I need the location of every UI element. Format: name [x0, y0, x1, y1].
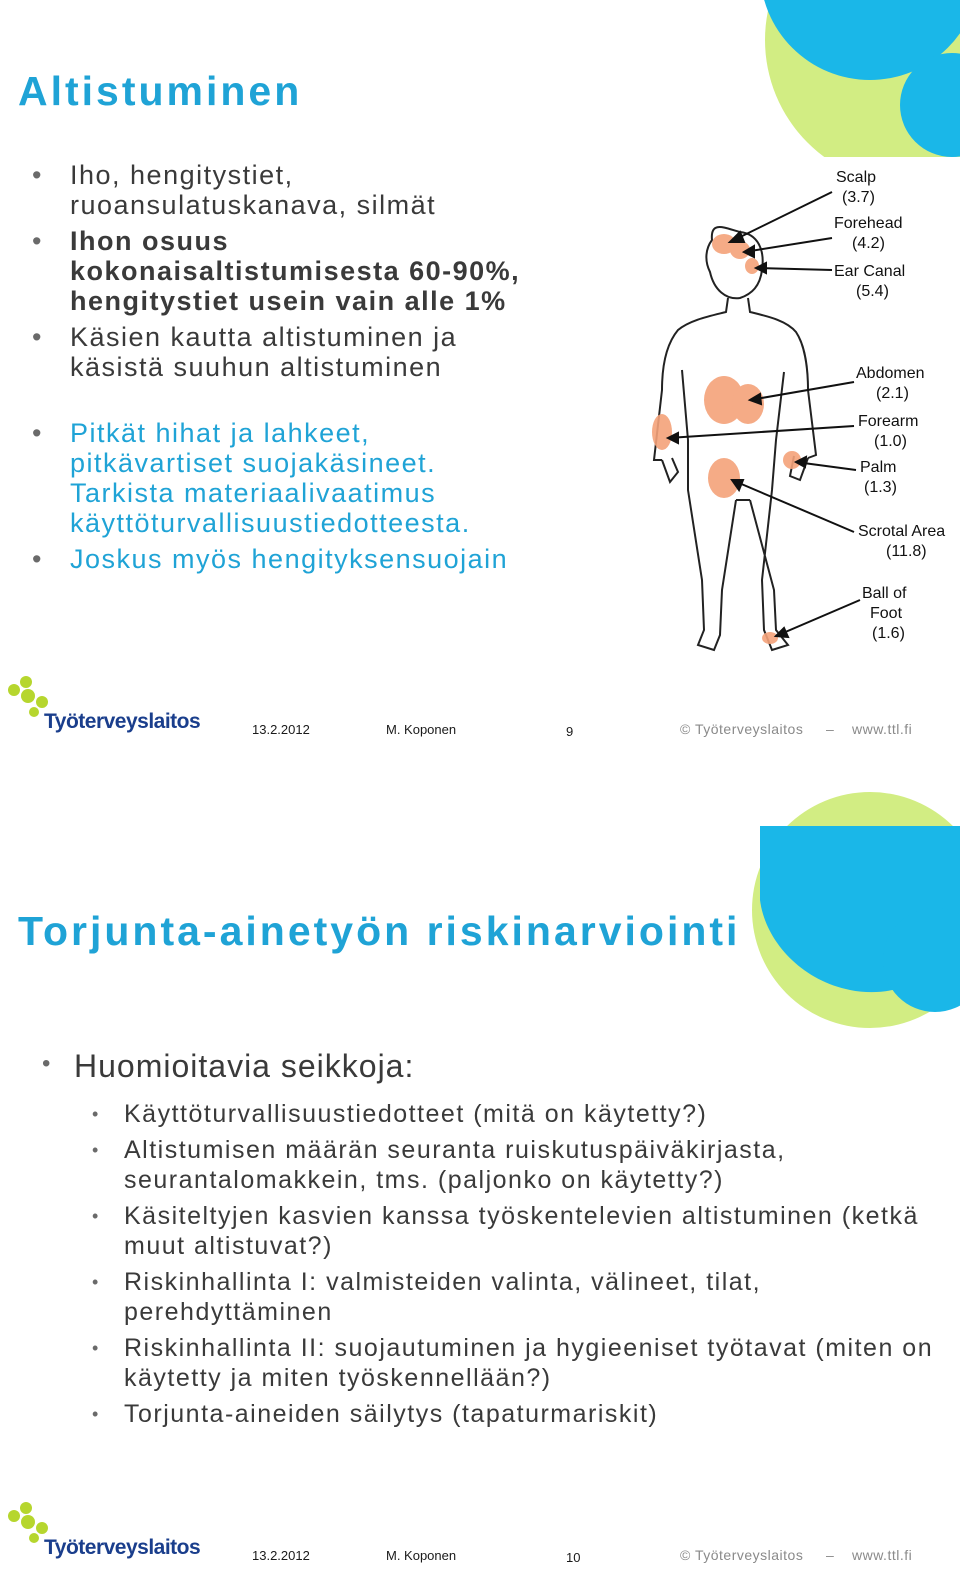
label-scrotal-area: Scrotal Area: [858, 523, 946, 540]
value-forehead: (4.2): [852, 235, 885, 252]
bullet-list: [74, 1048, 934, 1435]
slide-footer: [0, 1498, 960, 1565]
slide-footer: [0, 672, 960, 739]
ttl-logo: [4, 1498, 201, 1559]
footer-url-link[interactable]: www.ttl.fi: [852, 721, 913, 737]
footer-copyright: © Työterveyslaitos: [680, 1547, 804, 1563]
slide-altistuminen: [0, 0, 960, 760]
value-scalp: (3.7): [842, 189, 875, 206]
label-foot: Foot: [870, 605, 903, 622]
sub-bullet-item: • Riskinhallinta I: valmisteiden valinta, välineet, tilat, perehdyttäminen: [124, 1267, 934, 1327]
bullet-item: • Käsien kautta altistuminen ja käsistä suuhun altistuminen: [70, 322, 530, 382]
page-number: 9: [566, 724, 574, 739]
slide-riskinarviointi: [0, 790, 960, 1572]
sub-bullet-item: • Käsiteltyjen kasvien kanssa työskentelevien altistuminen (ketkä muut altistuvat?): [124, 1201, 934, 1261]
footer-author: M. Koponen: [386, 722, 457, 737]
value-palm: (1.3): [864, 479, 897, 496]
bullet-item: • Joskus myös hengityksensuojain: [70, 544, 530, 574]
label-abdomen: Abdomen: [856, 365, 925, 382]
section-heading: • Huomioitavia seikkoja:: [74, 1048, 934, 1085]
sub-bullet-item: • Altistumisen määrän seuranta ruiskutuspäiväkirjasta, seurantalomakkein, tms. (paljonko on käytetty?): [124, 1135, 934, 1195]
footer-url-link[interactable]: www.ttl.fi: [852, 1547, 913, 1563]
footer-dash: –: [826, 721, 834, 737]
footer-author: M. Koponen: [386, 1548, 457, 1563]
value-ear-canal: (5.4): [856, 283, 889, 300]
sub-bullet-item: • Riskinhallinta II: suojautuminen ja hygieeniset työtavat (miten on käytetty ja miten työskennellään?): [124, 1333, 934, 1393]
value-forearm: (1.0): [874, 433, 907, 450]
bullet-list: [70, 160, 530, 580]
bullet-item: • Iho, hengitystiet, ruoansulatuskanava, silmät: [70, 160, 530, 220]
bullet-item: • Pitkät hihat ja lahkeet, pitkävartiset suojakäsineet. Tarkista materiaalivaatimus käyttöturvallisuustiedotteesta.: [70, 418, 530, 538]
label-forehead: Forehead: [834, 215, 903, 232]
footer-date: 13.2.2012: [252, 722, 310, 737]
value-scrotal-area: (11.8): [886, 543, 927, 560]
sub-bullet-item: • Torjunta-aineiden säilytys (tapaturmariskit): [124, 1399, 934, 1429]
value-foot: (1.6): [872, 625, 905, 642]
logo-text: Työterveyslaitos: [44, 710, 201, 733]
body-absorption-figure: [640, 160, 960, 680]
sub-bullet-list: [124, 1099, 934, 1429]
page-number: 10: [566, 1550, 581, 1565]
figure-labels: [834, 169, 945, 642]
label-ear-canal: Ear Canal: [834, 263, 906, 280]
footer-dash: –: [826, 1547, 834, 1563]
logo-text: Työterveyslaitos: [44, 1536, 201, 1559]
value-abdomen: (2.1): [876, 385, 909, 402]
footer-copyright: © Työterveyslaitos: [680, 721, 804, 737]
decorative-circles: [720, 790, 960, 1030]
sub-bullet-item: • Käyttöturvallisuustiedotteet (mitä on käytetty?): [124, 1099, 934, 1129]
label-ball-of: Ball of: [862, 585, 907, 602]
bullet-item: • Ihon osuus kokonaisaltistumisesta 60-90%, hengitystiet usein vain alle 1%: [70, 226, 530, 316]
slide-title: Altistuminen: [18, 68, 303, 114]
label-scalp: Scalp: [836, 169, 877, 186]
footer-date: 13.2.2012: [252, 1548, 310, 1563]
decorative-circles: [720, 0, 960, 160]
slide-title: Torjunta-ainetyön riskinarviointi: [18, 908, 741, 954]
label-palm: Palm: [860, 459, 897, 476]
label-forearm: Forearm: [858, 413, 919, 430]
ttl-logo: [4, 672, 201, 733]
